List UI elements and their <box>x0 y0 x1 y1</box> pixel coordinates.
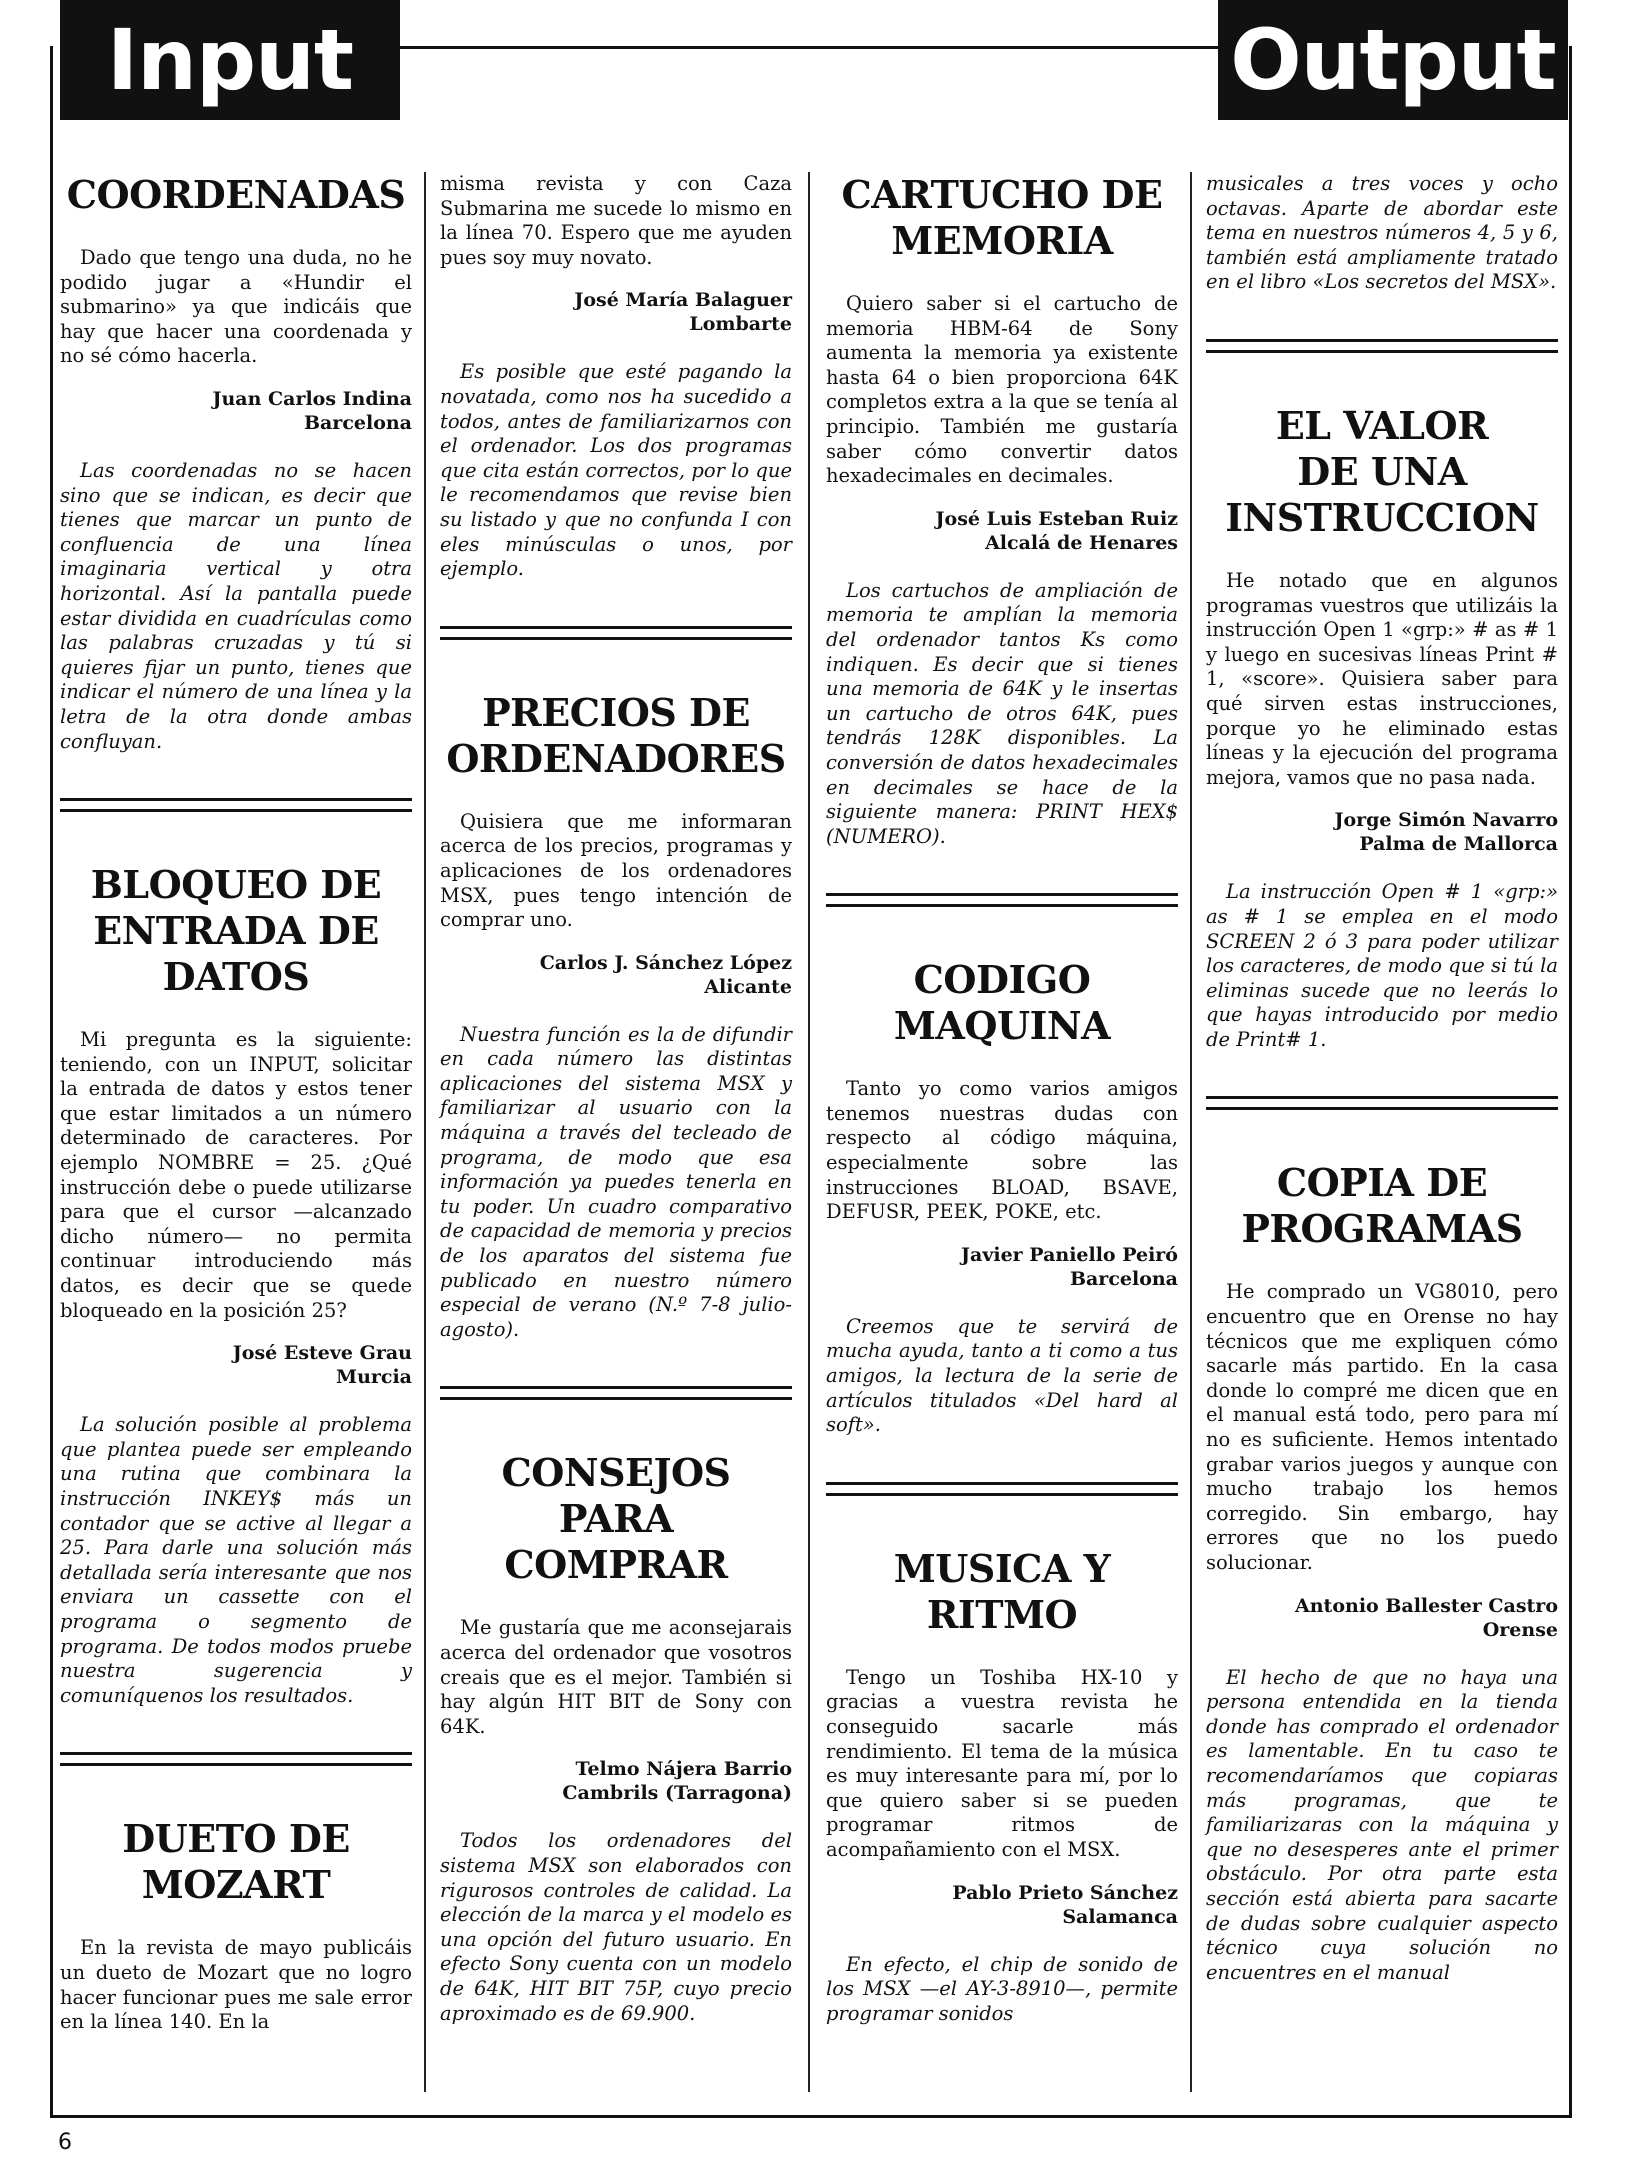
article-title: BLOQUEO DE ENTRADA DE DATOS <box>90 862 382 1000</box>
column-4 <box>1206 172 1558 1985</box>
reader-signature <box>440 288 792 336</box>
article-title: MUSICA Y RITMO <box>893 1545 1111 1637</box>
reader-signature <box>60 1341 412 1389</box>
reader-question: Tanto yo como varios amigos tenemos nuestras dudas con respecto al código máquina, especialmente sobre las instrucciones BLOAD, BSAVE, DEFUSR, PEEK, POKE, etc. <box>826 1077 1178 1224</box>
article-title: PRECIOS DE ORDENADORES <box>446 689 786 781</box>
reader-city: Barcelona <box>1069 1267 1178 1290</box>
reader-signature <box>60 387 412 435</box>
reader-name: Pablo Prieto Sánchez <box>952 1881 1178 1904</box>
section-separator <box>1206 339 1558 353</box>
article-title: CODIGO MAQUINA <box>893 957 1111 1049</box>
reader-city: Orense <box>1482 1618 1558 1641</box>
article-title: CONSEJOS PARA COMPRAR <box>501 1450 731 1588</box>
section-separator <box>1206 1096 1558 1110</box>
reader-city: Palma de Mallorca <box>1359 833 1558 856</box>
reader-signature <box>440 951 792 999</box>
column-divider <box>808 172 810 2092</box>
article-dueto-continued <box>440 172 792 582</box>
reader-city: Alcalá de Henares <box>985 531 1178 554</box>
input-header-tab: Input <box>60 0 400 120</box>
reader-question: En la revista de mayo publicáis un dueto de Mozart que no logro hacer funcionar pues me sale error en la línea 140. En la <box>60 1936 412 2034</box>
reader-name: José María Balaguer <box>574 289 792 312</box>
section-separator <box>826 893 1178 907</box>
reader-question-continued: misma revista y con Caza Submarina me sucede lo mismo en la línea 70. Espero que me ayuden pues soy muy novato. <box>440 172 792 269</box>
editor-answer: En efecto, el chip de sonido de los MSX —el AY-3-8910—, permite programar sonidos <box>826 1952 1178 2025</box>
frame-top-rule <box>400 46 1218 49</box>
section-separator <box>440 626 792 640</box>
section-separator <box>60 798 412 812</box>
reader-city: Cambrils (Tarragona) <box>562 1782 792 1805</box>
section-separator <box>440 1386 792 1400</box>
reader-question: He comprado un VG8010, pero encuentro que en Orense no hay técnicos que me expliquen cómo sacarle más partido. En la casa donde lo compré me dicen que en el manual está todo, pero para mí no es suficiente. Hemos intentado grabar varios juegos y aunque con mucho trabajo los hemos corregido. Sin embargo, hay errores que no los puedo solucionar. <box>1206 1280 1558 1574</box>
editor-answer: Nuestra función es la de difundir en cada número las distintas aplicaciones del sistema MSX y familiarizar al usuario con la máquina a través del tecleado de programa, de modo que esa información ya puedes tenerla en tu poder. Un cuadro comparativo de capacidad de memoria y precios de los aparatos del sistema fue publicado en nuestro número especial de verano (N.º 7-8 julio-agosto). <box>440 1022 792 1341</box>
reader-question: Me gustaría que me aconsejarais acerca del ordenador que vosotros creais que es el mejor. También si hay algún HIT BIT de Sony con 64K. <box>440 1616 792 1738</box>
editor-answer: El hecho de que no haya una persona entendida en la tienda donde has comprado el ordenador es lamentable. En tu caso te recomendaríamos que copiaras más programas, que te familiarizaras con la máquina y que no desesperes ante el primer obstáculo. Por otra parte esta sección está abierta para sacarte de dudas sobre cualquier aspecto técnico cuya solución no encuentres en el manual <box>1206 1665 1558 1984</box>
reader-signature <box>826 507 1178 555</box>
reader-city: Alicante <box>704 975 792 998</box>
article-codigo <box>826 957 1178 1438</box>
article-musica-continued <box>1206 172 1558 295</box>
reader-signature <box>826 1881 1178 1929</box>
article-valor <box>1206 403 1558 1053</box>
editor-answer: Todos los ordenadores del sistema MSX son elaborados con rigurosos controles de calidad. La elección de la marca y el modelo es una opción del futuro usuario. En efecto Sony cuenta con un modelo de 64K, HIT BIT 75P, cuyo precio aproximado es de 69.900. <box>440 1829 792 2025</box>
article-consejos <box>440 1450 792 2026</box>
reader-name: José Luis Esteban Ruiz <box>935 507 1178 530</box>
article-title: COORDENADAS <box>66 172 406 217</box>
column-2 <box>440 172 792 2026</box>
editor-answer: Creemos que te servirá de mucha ayuda, tanto a ti como a tus amigos, la lectura de la serie de artículos titulados «Del hard al soft». <box>826 1314 1178 1437</box>
reader-signature <box>440 1757 792 1805</box>
reader-name: Juan Carlos Indina <box>212 387 412 410</box>
article-copia <box>1206 1160 1558 1985</box>
reader-question: Dado que tengo una duda, no he podido jugar a «Hundir el submarino» ya que indicáis que hay que hacer una coordenada y no sé cómo hacerla. <box>60 246 412 368</box>
editor-answer: La solución posible al problema que plantea puede ser empleando una rutina que combinara la instrucción INKEY$ más un contador que se active al llegar a 25. Para darle una solución más detallada sería interesante que nos enviara un cassette con el programa o segmento de programa. De todos modos pruebe nuestra sugerencia y comuníquenos los resultados. <box>60 1413 412 1707</box>
column-divider <box>424 172 426 2092</box>
column-divider <box>1190 172 1192 2092</box>
editor-answer: Los cartuchos de ampliación de memoria te amplían la memoria del ordenador tantos Ks como indiquen. Es decir que si tienes una memoria de 64K y le insertas un cartucho de otros 64K, pues tendrás 128K disponibles. La conversión de datos hexadecimales en decimales se hace de la siguiente manera: PRINT HEX$ (NUMERO). <box>826 578 1178 848</box>
reader-signature <box>826 1243 1178 1291</box>
reader-question: Tengo un Toshiba HX-10 y gracias a vuestra revista he conseguido sacarle más rendimiento. El tema de la música es muy interesante para mí, por lo que quiero saber si se pueden programar ritmos de acompañamiento con el MSX. <box>826 1665 1178 1861</box>
article-bloqueo <box>60 862 412 1708</box>
reader-name: Javier Paniello Peiró <box>961 1243 1178 1266</box>
reader-name: Telmo Nájera Barrio <box>575 1758 792 1781</box>
reader-question: Quisiera que me informaran acerca de los precios, programas y aplicaciones de los ordenadores MSX, pues tengo intención de comprar uno. <box>440 809 792 932</box>
reader-question: He notado que en algunos programas vuestros que utilizáis la instrucción Open 1 «grp:» # as # 1 y luego en sucesivas líneas Print # 1, «score». Quisiera saber para qué sirven estas instrucciones, porque yo he eliminado estas líneas y la ejecución del programa mejora, vamos que no pasa nada. <box>1206 568 1558 789</box>
article-coordenadas <box>60 172 412 754</box>
article-musica <box>826 1546 1178 2027</box>
column-3 <box>826 172 1178 2026</box>
page-number: 6 <box>58 2130 72 2155</box>
reader-city: Barcelona <box>303 411 412 434</box>
output-header-tab: Output <box>1218 0 1568 120</box>
reader-city: Lombarte <box>689 313 792 336</box>
column-1 <box>60 172 412 2053</box>
article-title: DUETO DE MOZART <box>122 1816 350 1908</box>
reader-city: Murcia <box>336 1366 412 1389</box>
article-cartucho <box>826 172 1178 849</box>
reader-signature <box>1206 808 1558 856</box>
article-dueto <box>60 1816 412 2034</box>
article-precios <box>440 690 792 1343</box>
reader-name: Jorge Simón Navarro <box>1334 809 1558 832</box>
reader-name: Carlos J. Sánchez López <box>539 951 792 974</box>
editor-answer: Es posible que esté pagando la novatada, como nos ha sucedido a todos, antes de familiarizarnos con el ordenador. Los dos programas que cita están correctos, por lo que le recomendamos que revise bien su listado y que no confunda I con eles minúsculas o unos, por ejemplo. <box>440 360 792 581</box>
reader-signature <box>1206 1594 1558 1642</box>
article-title: CARTUCHO DE MEMORIA <box>841 172 1163 263</box>
reader-name: José Esteve Grau <box>232 1342 412 1365</box>
section-separator <box>826 1482 1178 1496</box>
editor-answer: Las coordenadas no se hacen sino que se indican, es decir que tienes que marcar un punto de confluencia de una línea imaginaria vertical y otra horizontal. Así la pantalla puede estar dividida en cuadrículas como las palabras cruzadas y tú si quieres fijar un punto, tienes que indicar el número de una línea y la letra de la otra donde ambas confluyan. <box>60 458 412 753</box>
reader-city: Salamanca <box>1062 1905 1178 1928</box>
reader-question: Mi pregunta es la siguiente: teniendo, con un INPUT, solicitar la entrada de datos y estos tener que estar limitados a un número determinado de caracteres. Por ejemplo NOMBRE = 25. ¿Qué instrucción debe o puede utilizarse para que el cursor —alcanzado dicho número— no permita continuar introduciendo más datos, es decir que se quede bloqueado en la posición 25? <box>60 1028 412 1322</box>
reader-question: Quiero saber si el cartucho de memoria HBM-64 de Sony aumenta la memoria ya existente hasta 64 o bien proporciona 64K completos extra a la que se tenía al principio. También me gustaría saber cómo convertir datos hexadecimales en decimales. <box>826 292 1178 488</box>
editor-answer: La instrucción Open # 1 «grp:» as # 1 se emplea en el modo SCREEN 2 ó 3 para poder utilizar los caracteres, de modo que si tú la eliminas sucede que no leerás lo que hayas introducido por medio de Print# 1. <box>1206 880 1558 1051</box>
reader-name: Antonio Ballester Castro <box>1295 1594 1558 1617</box>
article-title: COPIA DE PROGRAMAS <box>1241 1160 1523 1252</box>
editor-answer-continued: musicales a tres voces y ocho octavas. Aparte de abordar este tema en nuestros números 4, 5 y 6, también está ampliamente tratado en el libro «Los secretos del MSX». <box>1206 172 1558 294</box>
section-separator <box>60 1752 412 1766</box>
article-title: EL VALOR DE UNA INSTRUCCION <box>1225 402 1539 540</box>
